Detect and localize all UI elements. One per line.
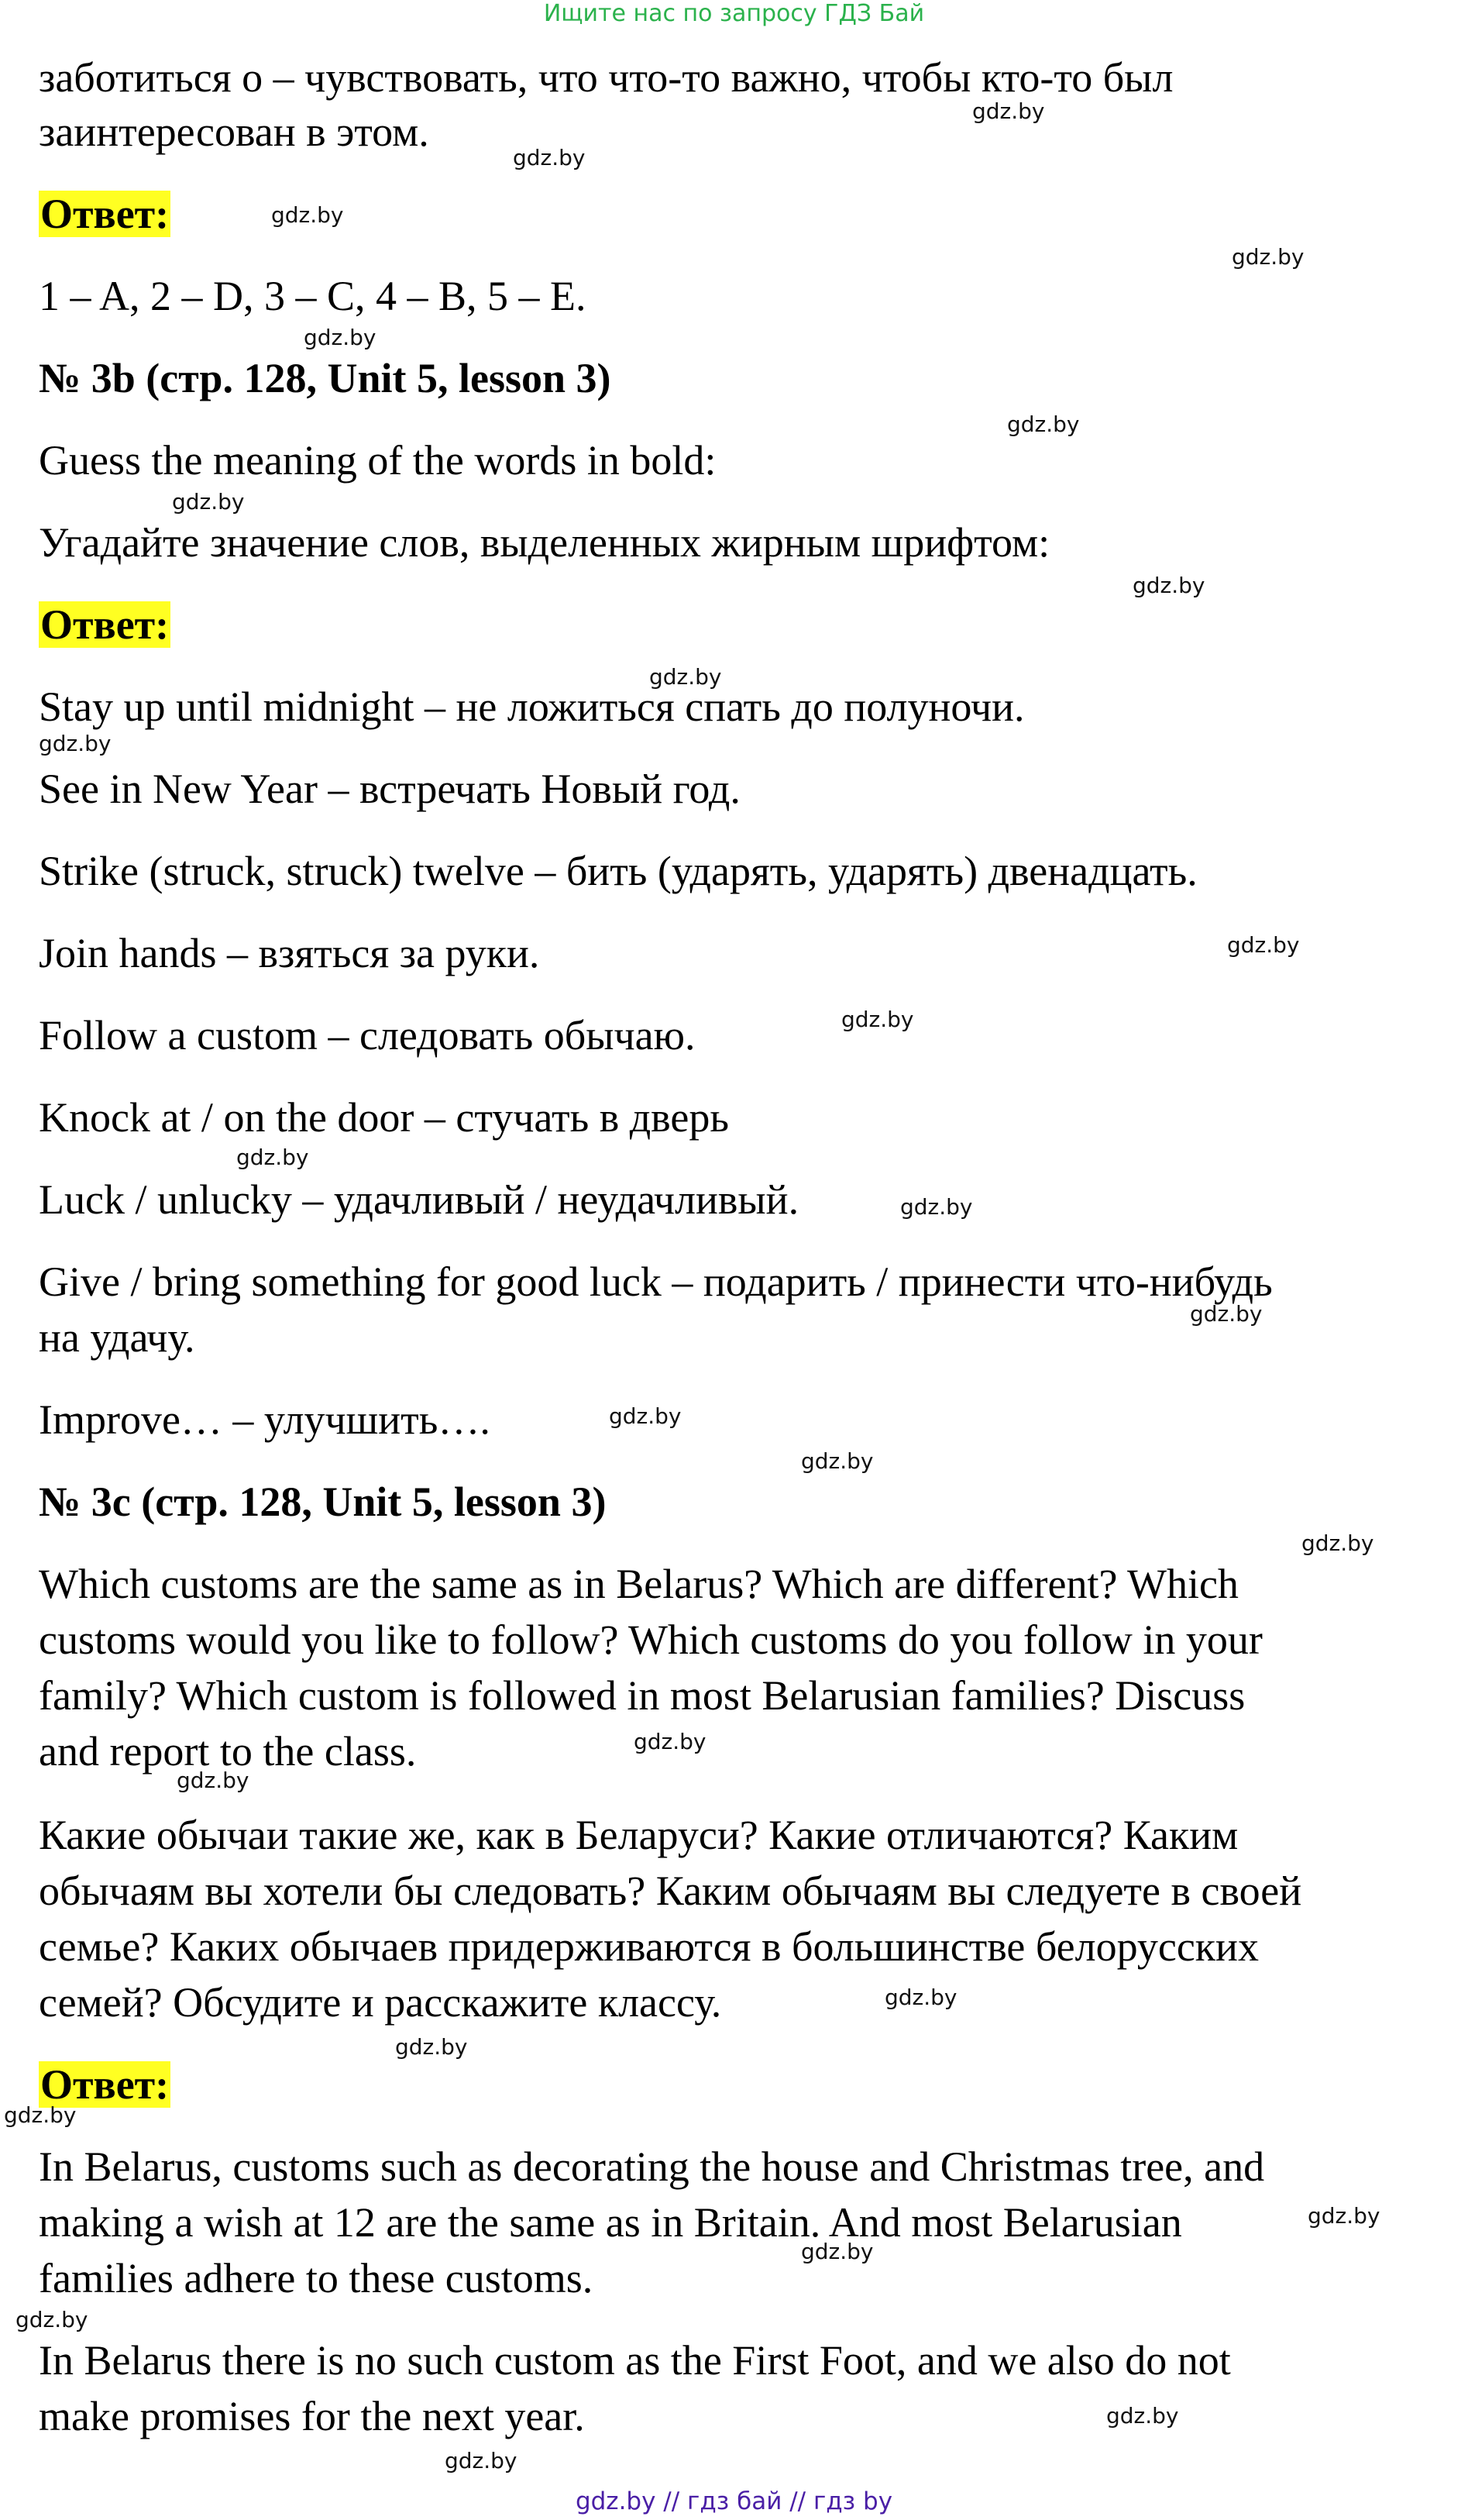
exercise-heading: № 3c (стр. 128, Unit 5, lesson 3) [39, 1479, 607, 1525]
watermark: gdz.by [1190, 1301, 1263, 1327]
text-line: Strike (struck, struck) twelve – бить (ударять, ударять) двенадцать. [39, 848, 1198, 894]
text-line: Give / bring something for good luck – подарить / принести что-нибудь [39, 1258, 1273, 1305]
text-line: See in New Year – встречать Новый год. [39, 766, 741, 812]
answer-highlight: Ответ: [40, 2061, 170, 2108]
text-line: Which customs are the same as in Belarus? Which are different? Which [39, 1561, 1239, 1607]
text-line: families adhere to these customs. [39, 2255, 593, 2301]
text-line: Угадайте значение слов, выделенных жирным шрифтом: [39, 519, 1050, 566]
watermark: gdz.by [841, 1007, 914, 1032]
text-line: 1 – A, 2 – D, 3 – C, 4 – B, 5 – E. [39, 273, 586, 319]
watermark: gdz.by [885, 1985, 957, 2010]
watermark: gdz.by [801, 2239, 874, 2264]
text-line: Luck / unlucky – удачливый / неудачливый. [39, 1176, 799, 1223]
text-line: семей? Обсудите и расскажите классу. [39, 1979, 722, 2026]
text-line: Какие обычаи такие же, как в Беларуси? Какие отличаются? Каким [39, 1812, 1239, 1858]
text-line: обычаям вы хотели бы следовать? Каким обычаям вы следуете в своей [39, 1868, 1302, 1914]
watermark: gdz.by [1227, 932, 1300, 958]
watermark: gdz.by [972, 98, 1045, 124]
watermark: gdz.by [177, 1768, 249, 1793]
watermark: gdz.by [1301, 1530, 1374, 1556]
text-line: семье? Каких обычаев придерживаются в большинстве белорусских [39, 1923, 1259, 1970]
watermark: gdz.by [304, 325, 376, 350]
text-line: Stay up until midnight – не ложиться спать до полуночи. [39, 683, 1025, 730]
watermark: gdz.by [609, 1403, 682, 1429]
watermark: gdz.by [1007, 411, 1080, 437]
watermark: gdz.by [649, 664, 722, 690]
answer-label [39, 597, 170, 652]
watermark: gdz.by [513, 145, 586, 170]
watermark: gdz.by [1106, 2403, 1179, 2429]
text-line: make promises for the next year. [39, 2393, 585, 2439]
text-line: заинтересован в этом. [39, 108, 429, 155]
watermark: gdz.by [634, 1729, 706, 1754]
watermark: gdz.by [1308, 2203, 1380, 2229]
watermark: gdz.by [801, 1448, 874, 1474]
watermark: gdz.by [15, 2307, 88, 2332]
watermark: gdz.by [39, 731, 112, 756]
watermark: gdz.by [395, 2034, 468, 2060]
watermark: gdz.by [445, 2448, 517, 2474]
watermark: gdz.by [900, 1194, 973, 1220]
text-line: In Belarus there is no such custom as the First Foot, and we also do not [39, 2337, 1231, 2384]
watermark: gdz.by [236, 1145, 309, 1170]
text-line: Follow a custom – следовать обычаю. [39, 1012, 696, 1059]
text-line: and report to the class. [39, 1728, 417, 1775]
watermark: gdz.by [4, 2102, 77, 2128]
text-line: Knock at / on the door – стучать в дверь [39, 1094, 729, 1141]
footer-links: gdz.by // гдз бай // гдз by [575, 2487, 893, 2515]
text-line: In Belarus, customs such as decorating the house and Christmas tree, and [39, 2143, 1265, 2190]
text-line: family? Which custom is followed in most Belarusian families? Discuss [39, 1672, 1246, 1719]
search-banner: Ищите нас по запросу ГДЗ Бай [543, 0, 925, 27]
watermark: gdz.by [172, 489, 245, 515]
text-line: заботиться о – чувствовать, что что-то важно, чтобы кто-то был [39, 54, 1174, 101]
text-line: customs would you like to follow? Which customs do you follow in your [39, 1616, 1263, 1663]
text-line: Guess the meaning of the words in bold: [39, 437, 717, 484]
answer-highlight: Ответ: [40, 601, 170, 648]
watermark: gdz.by [1232, 244, 1305, 270]
watermark: gdz.by [1133, 573, 1205, 598]
answer-label [39, 186, 170, 242]
watermark: gdz.by [271, 202, 344, 228]
exercise-heading: № 3b (стр. 128, Unit 5, lesson 3) [39, 355, 611, 401]
answer-highlight: Ответ: [40, 191, 170, 237]
text-line: making a wish at 12 are the same as in Britain. And most Belarusian [39, 2199, 1182, 2246]
text-line: Join hands – взяться за руки. [39, 930, 540, 976]
text-line: на удачу. [39, 1314, 195, 1361]
text-line: Improve… – улучшить…. [39, 1396, 490, 1443]
